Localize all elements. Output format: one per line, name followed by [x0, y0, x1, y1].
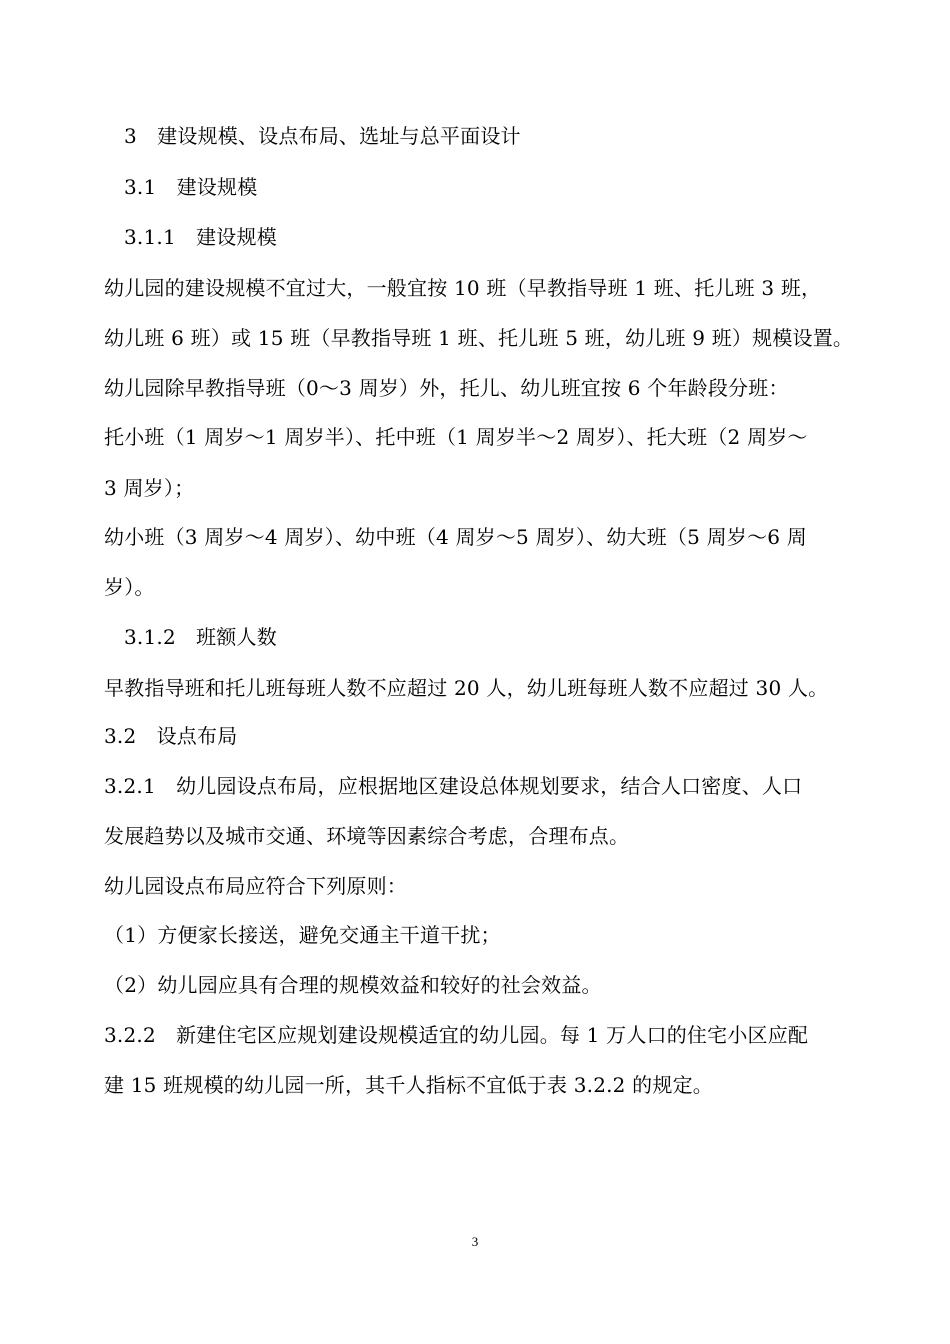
list-item: （2）幼儿园应具有合理的规模效益和较好的社会效益。 [104, 973, 602, 997]
paragraph-line: 幼小班（3 周岁～4 周岁）、幼中班（4 周岁～5 周岁）、幼大班（5 周岁～6 周 [104, 525, 807, 549]
paragraph-line: 3 周岁）； [104, 476, 195, 500]
paragraph-line: 幼儿班 6 班）或 15 班（早教指导班 1 班、托儿班 5 班，幼儿班 9 班）规模设置。 [104, 326, 854, 350]
paragraph-line: 托小班（1 周岁～1 周岁半）、托中班（1 周岁半～2 周岁）、托大班（2 周岁～ [104, 425, 808, 449]
section-heading-3-1-1: 3.1.1 建设规模 [124, 225, 277, 249]
paragraph-line: 早教指导班和托儿班每班人数不应超过 20 人，幼儿班每班人数不应超过 30 人。 [104, 676, 829, 700]
paragraph-line: 发展趋势以及城市交通、环境等因素综合考虑，合理布点。 [104, 824, 630, 848]
paragraph-line: 岁）。 [104, 575, 155, 599]
paragraph-line: 幼儿园的建设规模不宜过大，一般宜按 10 班（早教指导班 1 班、托儿班 3 班， [104, 276, 822, 300]
page-number: 3 [471, 1234, 479, 1249]
list-item: （1）方便家长接送，避免交通主干道干扰； [104, 923, 501, 947]
section-heading-3-2-1: 3.2.1 幼儿园设点布局，应根据地区建设总体规划要求，结合人口密度、人口 [104, 774, 803, 798]
section-heading-3-1: 3.1 建设规模 [124, 175, 258, 199]
paragraph-line: 幼儿园设点布局应符合下列原则： [104, 874, 407, 898]
paragraph-line: 幼儿园除早教指导班（0～3 周岁）外，托儿、幼儿班宜按 6 个年龄段分班： [104, 376, 789, 400]
section-heading-3-2: 3.2 设点布局 [104, 724, 238, 748]
section-heading-3-2-2: 3.2.2 新建住宅区应规划建设规模适宜的幼儿园。每 1 万人口的住宅小区应配 [104, 1023, 809, 1047]
section-heading-3-1-2: 3.1.2 班额人数 [124, 625, 277, 649]
paragraph-line: 建 15 班规模的幼儿园一所，其千人指标不宜低于表 3.2.2 的规定。 [104, 1073, 713, 1097]
section-heading-3: 3 建设规模、设点布局、选址与总平面设计 [124, 124, 521, 148]
